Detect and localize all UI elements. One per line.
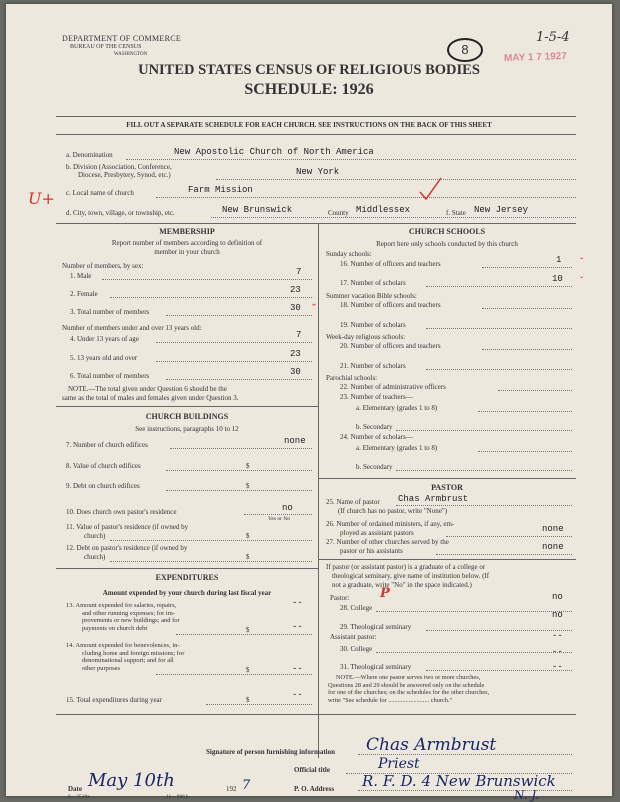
q17-value: 10 [552, 274, 563, 284]
q24-label: 24. Number of scholars— [340, 433, 413, 441]
address-value: R. F. D. 4 New Brunswick [362, 772, 556, 790]
yes-no-hint: Yes or No [268, 516, 291, 522]
address-value-2: N. J. [514, 788, 540, 802]
q12-label-2: church) [84, 553, 106, 561]
bureau-label: BUREAU OF THE CENSUS [70, 44, 142, 50]
local-name-value: Farm Mission [188, 185, 253, 195]
q9-dollar: $ [246, 482, 250, 490]
q22-label: 22. Number of administrative officers [340, 383, 446, 391]
q14-label: 14. Amount expended for benevolences, in- cluding home and foreign missions; for denominational support; and for all other purposes [66, 642, 185, 672]
signature-label: Signature of person furnishing information [206, 748, 335, 756]
q28-value: no [552, 610, 563, 620]
official-title-value: Priest [378, 756, 420, 772]
schools-intro: Report here only schools conducted by this church [376, 240, 518, 248]
expenditures-sub: Amount expended by your church during last fiscal year [102, 589, 272, 597]
q24a-label: a. Elementary (grades 1 to 8) [356, 444, 438, 452]
q12-dollar: $ [246, 553, 250, 561]
membership-note-2: same as the total of males and females given under Question 3. [62, 394, 239, 402]
q23-label: 23. Number of teachers— [340, 393, 413, 401]
form-code-2: 11—9064 [166, 794, 188, 800]
local-name-label: c. Local name of church [66, 189, 134, 197]
address-label: P. O. Address [294, 785, 335, 793]
membership-note-1: NOTE.—The total given under Question 6 should be the [68, 385, 227, 393]
summer-label: Summer vacation Bible schools: [326, 292, 417, 300]
city-value: New Brunswick [222, 205, 293, 215]
q26-label-1: 26. Number of ordained ministers, if any, em- [326, 520, 455, 528]
form-subtitle: SCHEDULE: 1926 [244, 81, 374, 98]
red-tick-17: ˇ [580, 276, 584, 287]
q13-value: -- [292, 598, 303, 608]
q26-value: none [542, 524, 564, 534]
buildings-sub: See instructions, paragraphs 10 to 12 [135, 425, 239, 433]
q27-label-1: 27. Number of other churches served by the [326, 538, 449, 546]
year-prefix: 192 [226, 785, 237, 793]
form-title: UNITED STATES CENSUS OF RELIGIOUS BODIES [138, 62, 480, 78]
division-value: New York [296, 167, 340, 177]
q18-label: 18. Number of officers and teachers [340, 301, 441, 309]
city-label: d. City, town, village, or township, etc. [66, 209, 175, 217]
q13-total-value: -- [292, 622, 303, 632]
q24b-label: b. Secondary [356, 463, 393, 471]
q30-label: 30. College [340, 645, 373, 653]
red-tick: ˇ [312, 301, 316, 315]
pastor-subhead: Pastor: [330, 594, 350, 602]
q20-label: 20. Number of officers and teachers [340, 342, 441, 350]
official-title-label: Official title [294, 766, 330, 774]
margin-mark: U+ [28, 189, 55, 208]
q15-dollar: $ [246, 696, 250, 704]
q21-label: 21. Number of scholars [340, 362, 406, 370]
q12-label-1: 12. Debt on pastor's residence (if owned by [66, 544, 188, 552]
graduate-note-1: If pastor (or assistant pastor) is a graduate of a college or [326, 563, 486, 571]
q11-label-2: church) [84, 532, 106, 540]
division-label: b. Division (Association, Conference, [66, 163, 172, 171]
circled-number: 8 [447, 38, 483, 62]
state-label: f. State [446, 209, 466, 217]
q5-value: 23 [290, 349, 301, 359]
weekday-label: Week-day religious schools: [326, 333, 406, 341]
q5-label: 5. 13 years old and over [70, 354, 138, 362]
q6-value: 30 [290, 367, 301, 377]
census-schedule-sheet [6, 4, 612, 802]
q27-label-2: pastor or his assistants [340, 547, 403, 555]
q1-label: 1. Male [70, 272, 92, 280]
membership-intro-1: Report number of members according to definition of [111, 239, 263, 247]
q25-note: (If church has no pastor, write "None") [338, 507, 448, 515]
q3-value: 30 [290, 303, 301, 313]
q17-label: 17. Number of scholars [340, 279, 406, 287]
q8-label: 8. Value of church edifices [66, 462, 141, 470]
q31-value: -- [552, 662, 563, 672]
denomination-value: New Apostolic Church of North America [174, 147, 374, 157]
q13-dollar: $ [246, 626, 250, 634]
corner-note: 1-5-4 [536, 30, 570, 45]
county-value: Middlessex [356, 205, 411, 215]
q23b-label: b. Secondary [356, 423, 393, 431]
q10-label: 10. Does church own pastor's residence [66, 508, 177, 516]
city-label: WASHINGTON [114, 52, 148, 57]
q7-label: 7. Number of church edifices [66, 441, 148, 449]
q9-label: 9. Debt on church edifices [66, 482, 140, 490]
q16-label: 16. Number of officers and teachers [340, 260, 441, 268]
q29-label: 29. Theological seminary [340, 623, 412, 631]
q31-label: 31. Theological seminary [340, 663, 412, 671]
membership-intro-2: member in your church [154, 248, 220, 256]
date-value: May 10th [88, 770, 175, 791]
q7-value: none [284, 436, 306, 446]
department-label: DEPARTMENT OF COMMERCE [62, 34, 182, 43]
q30-value: -- [552, 647, 563, 657]
age-intro: Number of members under and over 13 years old: [62, 324, 202, 332]
pastor-value: no [552, 592, 563, 602]
q25-label: 25. Name of pastor [326, 498, 380, 506]
assistant-subhead: Assistant pastor: [330, 633, 377, 641]
q1-value: 7 [296, 267, 302, 277]
q15-value: -- [292, 690, 303, 700]
q15-label: 15. Total expenditures during year [66, 696, 162, 704]
division-label-2: Diocese, Presbytery, Synod, etc.) [78, 171, 171, 179]
q11-dollar: $ [246, 532, 250, 540]
q28-label: 28. College [340, 604, 373, 612]
q19-label: 19. Number of scholars [340, 321, 406, 329]
check-mark [416, 176, 444, 202]
q3-label: 3. Total number of members [70, 308, 150, 316]
signature-value: Chas Armbrust [366, 735, 497, 755]
year-value: 7 [242, 778, 251, 793]
q26-label-2: ployed as assistant pastors [340, 529, 414, 537]
received-date-stamp: MAY 1 7 1927 [503, 50, 568, 65]
q16-value: 1 [556, 255, 562, 265]
pastor-note: NOTE.—Where one pastor serves two or more churches, Questions 28 and 29 should be answered only on the schedule for one of the churches; on the schedules for the other churches, write "See schedule for .......................... church." [328, 674, 490, 704]
form-code: 6—3518a [68, 794, 90, 800]
q11-label-1: 11. Value of pastor's residence (if owned by [66, 523, 189, 531]
pastor-heading: PASTOR [431, 483, 463, 492]
graduate-note-3: not a graduate, write "No" in the space indicated.) [332, 581, 472, 589]
county-label: County [328, 209, 349, 217]
q13-label: 13. Amount expended for salaries, repairs, and other running expenses; for im- provements or new buildings; and for payments on church debt [66, 602, 180, 632]
instruction-line: FILL OUT A SEPARATE SCHEDULE FOR EACH CHURCH. SEE INSTRUCTIONS ON THE BACK OF THIS SHEET [126, 121, 492, 129]
q10-value: no [282, 503, 293, 513]
by-sex-label: Number of members, by sex: [62, 262, 144, 270]
q2-value: 23 [290, 285, 301, 295]
q14-value: -- [292, 664, 303, 674]
q4-label: 4. Under 13 years of age [70, 335, 139, 343]
red-tick-16: ˇ [580, 257, 584, 268]
q25-value: Chas Armbrust [398, 494, 469, 504]
membership-heading: MEMBERSHIP [159, 227, 215, 236]
q4-value: 7 [296, 330, 302, 340]
date-label: Date [68, 785, 82, 793]
q6-label: 6. Total number of members [70, 372, 150, 380]
q2-label: 2. Female [70, 290, 98, 298]
state-value: New Jersey [474, 205, 529, 215]
buildings-heading: CHURCH BUILDINGS [145, 412, 229, 421]
q8-dollar: $ [246, 462, 250, 470]
pastor-red-mark: P [380, 586, 390, 601]
denomination-label: a. Denomination [66, 151, 113, 159]
q27-value: none [542, 542, 564, 552]
sunday-label: Sunday schools: [326, 250, 372, 258]
expenditures-heading: EXPENDITURES [155, 573, 219, 582]
parochial-label: Parochial schools: [326, 374, 378, 382]
schools-heading: CHURCH SCHOOLS [408, 227, 486, 236]
q14-dollar: $ [246, 666, 250, 674]
q23a-label: a. Elementary (grades 1 to 8) [356, 404, 438, 412]
assistant-value: -- [552, 631, 563, 641]
graduate-note-2: theological seminary, give name of institution below. (If [332, 572, 490, 580]
